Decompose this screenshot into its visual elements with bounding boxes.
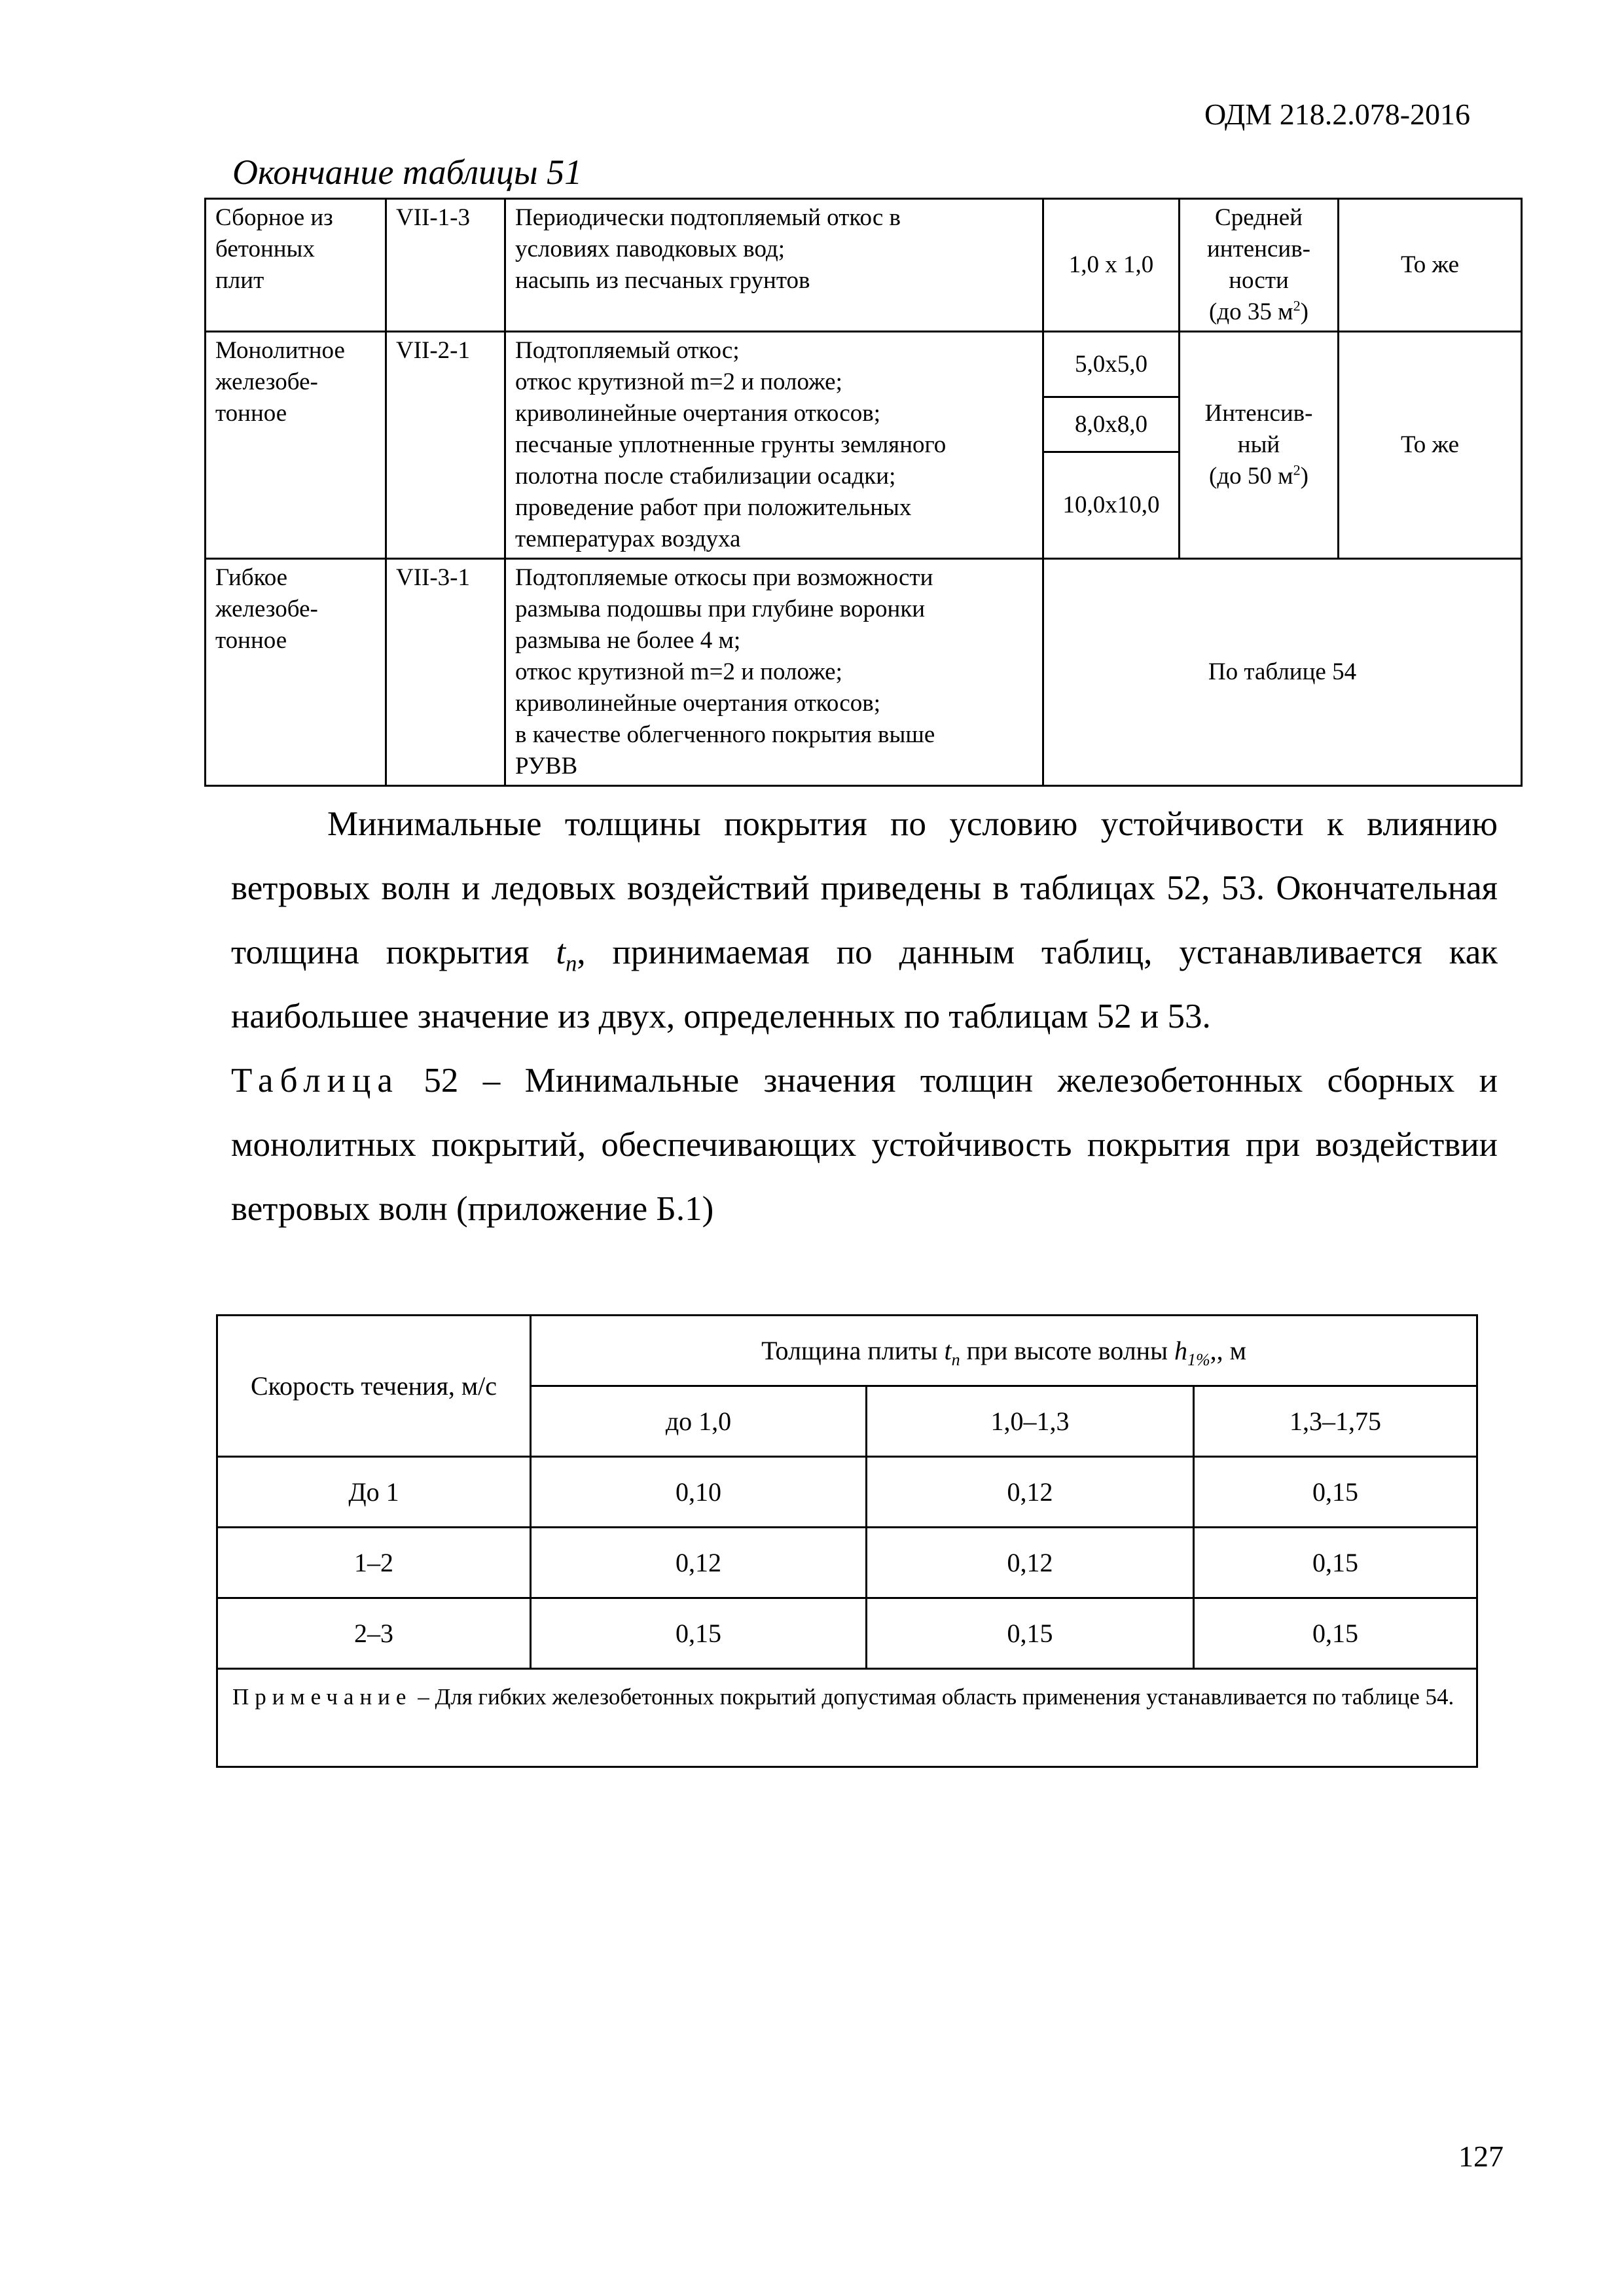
intensity-area-close: ) xyxy=(1300,463,1308,490)
speed-cell: До 1 xyxy=(217,1457,531,1528)
intensity-area-exponent: 2 xyxy=(1293,297,1301,314)
thickness-variable: $t_n$ xyxy=(556,933,577,977)
column-header: 1,3–1,75 xyxy=(1194,1386,1477,1457)
design-code-cell: VII-2-1 xyxy=(386,332,505,559)
conditions-cell: Подтопляемые откосы при возможности размыва подошвы при глубине воронки размыва не более 4 м; откос крутизной m=2 и положе; криволинейные очертания откосов; в качестве облегченного покрытия выше РУВВ xyxy=(505,559,1043,786)
note-cell: То же xyxy=(1339,332,1522,559)
intensity-cell xyxy=(1180,199,1339,332)
intensity-area-close: ) xyxy=(1300,298,1308,325)
slab-size-cell: 5,0х5,0 xyxy=(1043,332,1180,397)
table-52 xyxy=(216,1314,1478,1768)
note-text: – Для гибких железобетонных покрытий допустимая область применения устанавливается по таблице 54. xyxy=(412,1684,1454,1710)
table-52-caption: 52 – Минимальные значения толщин железобетонных сборных и монолитных покрытий, обеспечивающих устойчивость покрытия при воздействии ветровых волн (приложение Б.1) xyxy=(231,1062,1498,1228)
table-51 xyxy=(204,198,1523,787)
conditions-cell: Периодически подтопляемый откос в условиях паводковых вод; насыпь из песчаных грунтов xyxy=(505,199,1043,332)
table-52-label: Таблица xyxy=(231,1062,399,1100)
value-cell: 0,15 xyxy=(1194,1528,1477,1598)
conditions-cell: Подтопляемый откос; откос крутизной m=2 и положе; криволинейные очертания откосов; песчаные уплотненные грунты земляного полотна после стабилизации осадки; проведение работ при положительных температурах воздуха xyxy=(505,332,1043,559)
slab-size-cell: 1,0 х 1,0 xyxy=(1043,199,1180,332)
table-header-row xyxy=(217,1316,1477,1386)
table-row xyxy=(206,559,1522,786)
page-number: 127 xyxy=(1458,2140,1504,2173)
value-cell: 0,15 xyxy=(1194,1598,1477,1669)
speed-cell: 2–3 xyxy=(217,1598,531,1669)
value-cell: 0,12 xyxy=(531,1528,867,1598)
paragraph-text-start: Минимальные толщины покрытия по условию устойчивости к влиянию ветровых волн и ледовых воздействий приведены в таблицах 52, 53. Окончательная толщина покрытия xyxy=(231,805,1498,971)
table-note-row xyxy=(217,1669,1477,1767)
intensity-area: (до 50 м xyxy=(1209,463,1293,490)
slab-size-cell: 8,0х8,0 xyxy=(1043,397,1180,452)
table-51-continuation-caption: Окончание таблицы 51 xyxy=(232,152,583,192)
table-row xyxy=(217,1598,1477,1669)
coating-type-cell: Сборное из бетонных плит xyxy=(206,199,386,332)
intensity-area-exponent: 2 xyxy=(1293,461,1301,478)
table-row xyxy=(206,199,1522,332)
table-note xyxy=(217,1669,1477,1767)
table-row xyxy=(217,1457,1477,1528)
body-paragraph xyxy=(231,792,1498,1241)
speed-cell: 1–2 xyxy=(217,1528,531,1598)
intensity-label: Средней интенсив- ности xyxy=(1206,204,1310,294)
table-row xyxy=(217,1528,1477,1598)
design-code-cell: VII-1-3 xyxy=(386,199,505,332)
column-header: до 1,0 xyxy=(531,1386,867,1457)
note-cell: То же xyxy=(1339,199,1522,332)
value-cell: 0,15 xyxy=(531,1598,867,1669)
value-cell: 0,15 xyxy=(1194,1457,1477,1528)
intensity-label: Интенсив- ный xyxy=(1204,400,1313,458)
coating-type-cell: Гибкое железобе- тонное xyxy=(206,559,386,786)
merged-reference-cell: По таблице 54 xyxy=(1043,559,1522,786)
column-header: 1,0–1,3 xyxy=(867,1386,1194,1457)
value-cell: 0,15 xyxy=(867,1598,1194,1669)
column-header-thickness: Толщина плиты $t_n$ при высоте волны $h_{1\%}$,, м xyxy=(531,1316,1477,1386)
note-label: Примечание xyxy=(232,1684,412,1710)
document-code: ОДМ 218.2.078-2016 xyxy=(1204,98,1471,131)
slab-size-cell: 10,0х10,0 xyxy=(1043,452,1180,558)
intensity-area: (до 35 м xyxy=(1209,298,1293,325)
design-code-cell: VII-3-1 xyxy=(386,559,505,786)
coating-type-cell: Монолитное железобе- тонное xyxy=(206,332,386,559)
value-cell: 0,12 xyxy=(867,1457,1194,1528)
value-cell: 0,12 xyxy=(867,1528,1194,1598)
paragraph-text-end: , принимаемая по данным таблиц, устанавливается как наибольшее значение из двух, определенных по таблицам 52 и 53. xyxy=(231,933,1498,1035)
column-header-speed: Скорость течения, м/с xyxy=(217,1316,531,1457)
intensity-cell xyxy=(1180,332,1339,559)
table-row xyxy=(206,332,1522,397)
value-cell: 0,10 xyxy=(531,1457,867,1528)
